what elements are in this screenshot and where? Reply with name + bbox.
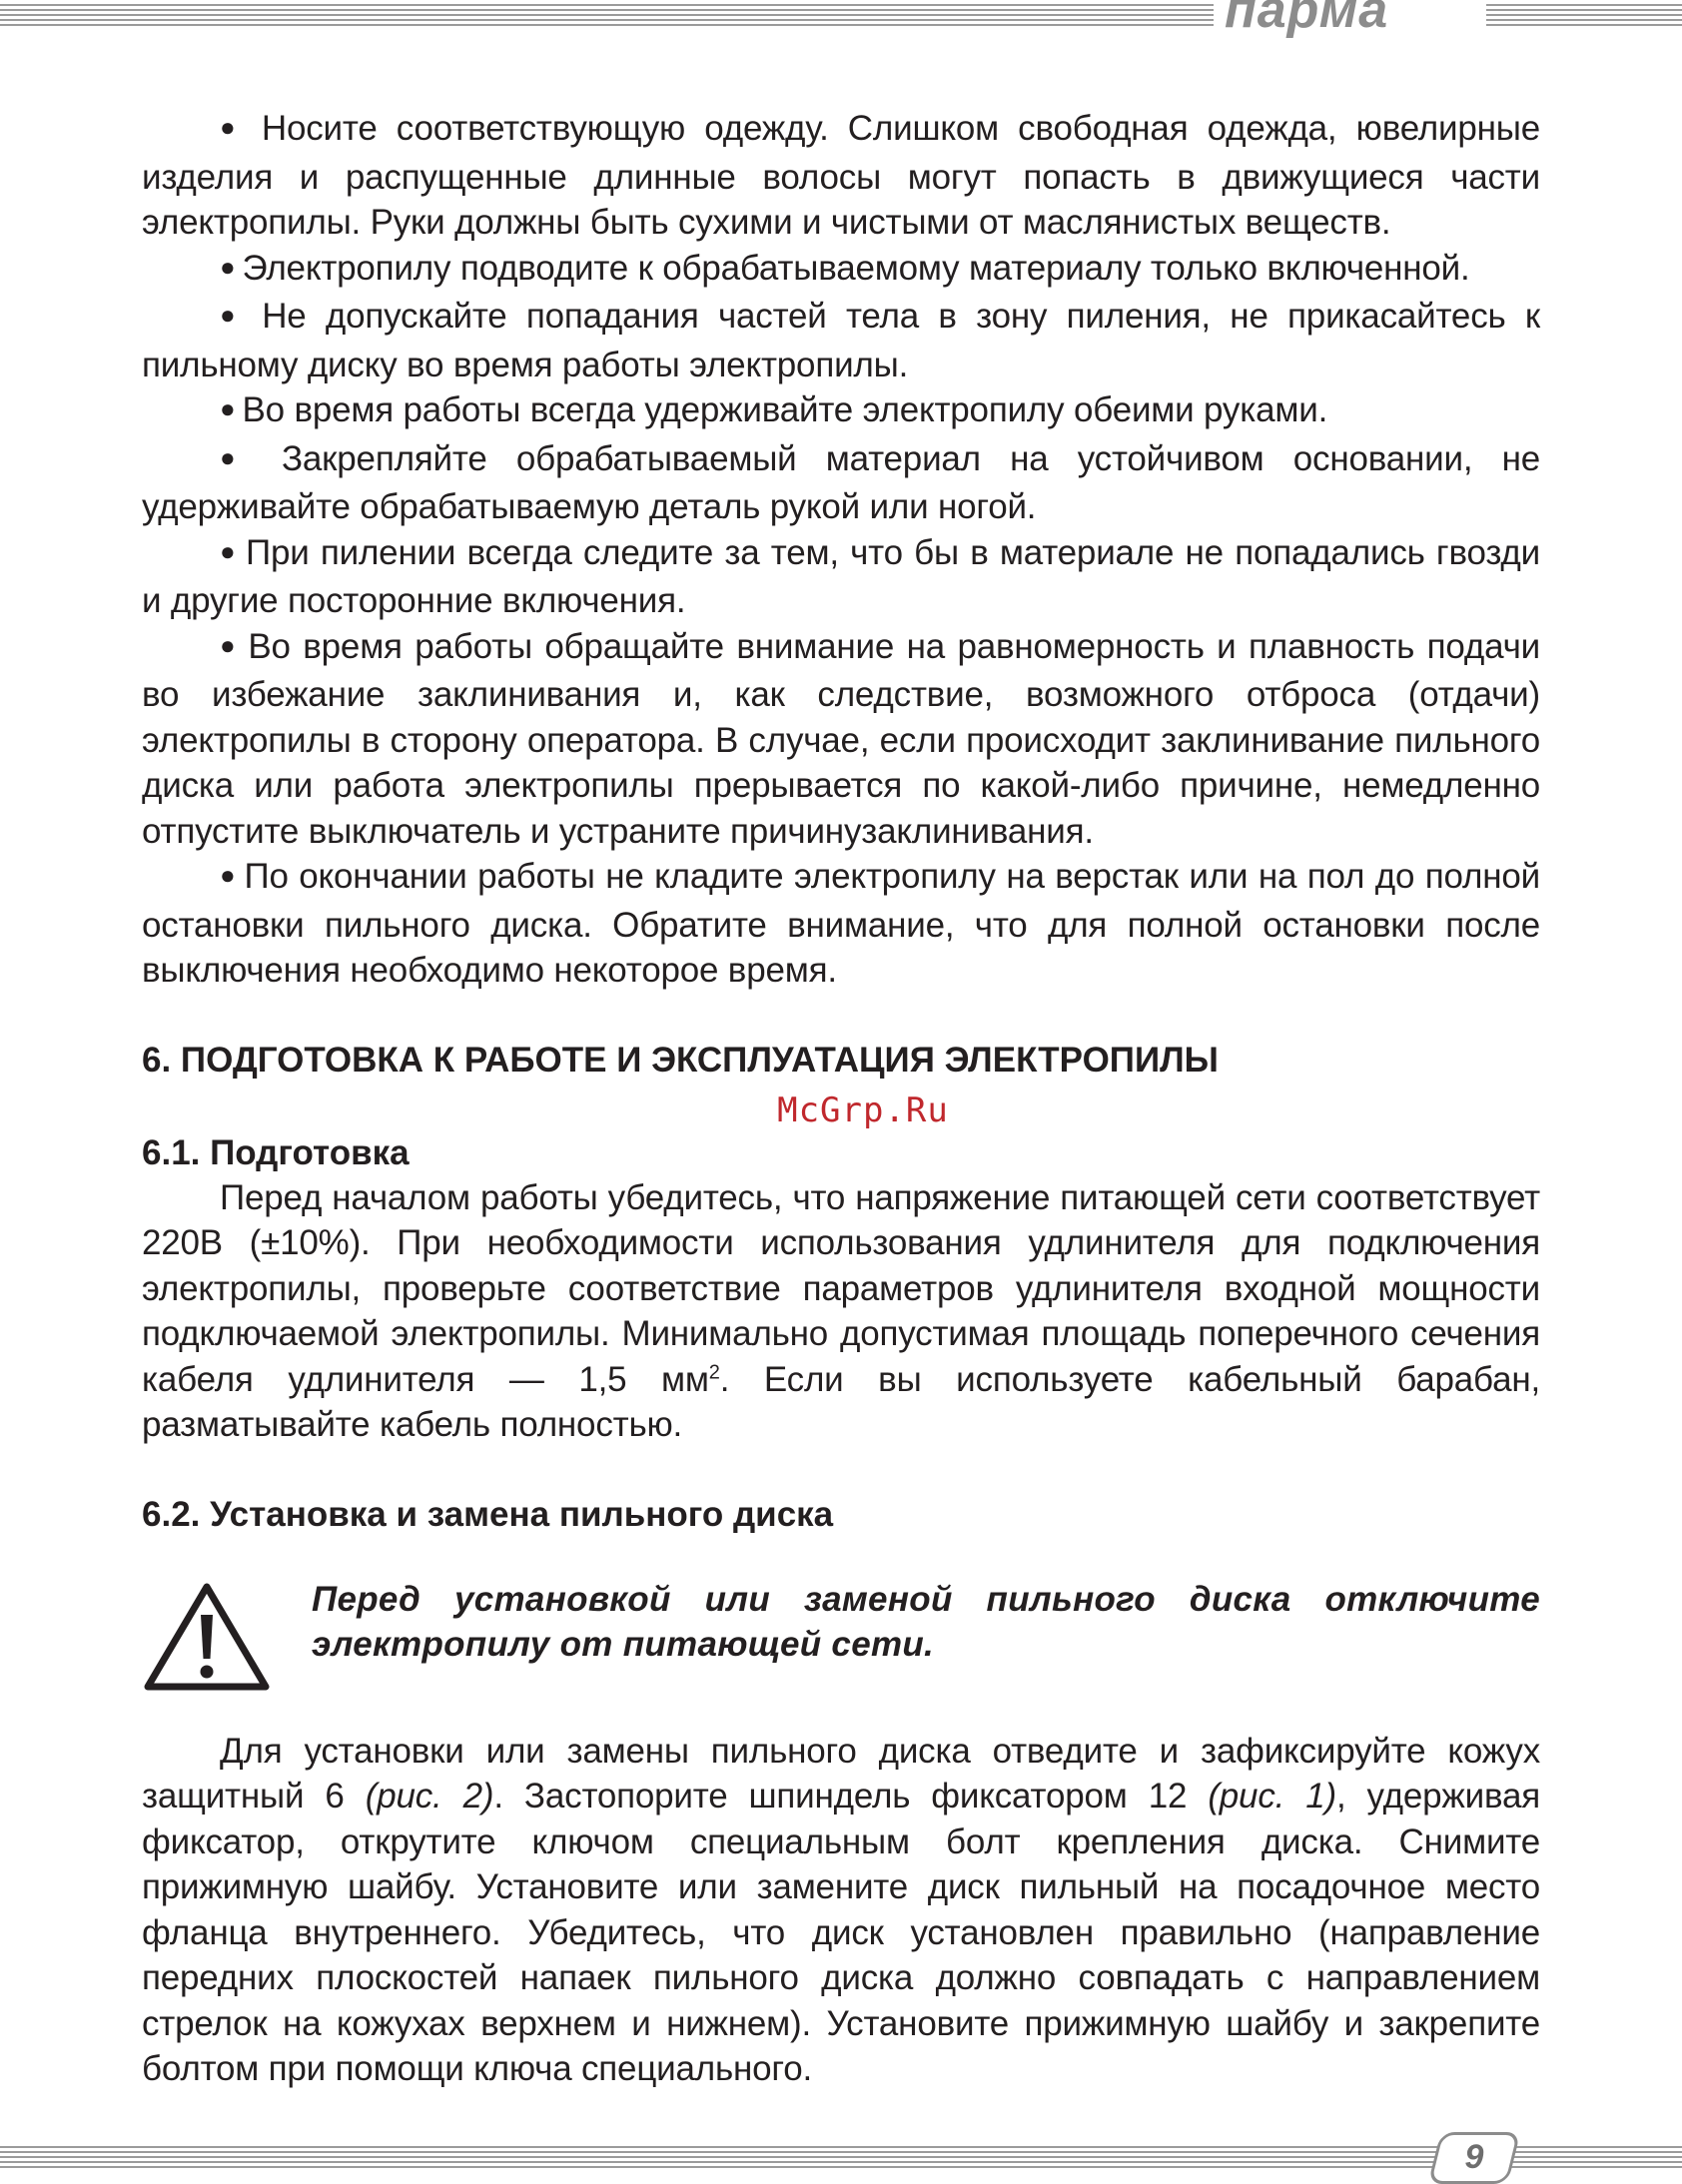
- footer-rule-right: [1504, 2146, 1682, 2168]
- section-6-2-text-part: , удерживая фиксатор, открутите ключом специальным болт крепления диска. Снимите прижимную шайбу. Установите или замените диск пильный на посадочное место фланца внутреннего. Убедитесь, что диск установлен правильно (направление передних плоскостей напаек пильного диска должно совпадать с направлением стрелок на кожухах верхнем и нижнем). Установите прижимную шайбу и закрепите болтом при помощи ключа специального.: [142, 1777, 1541, 2088]
- superscript-2: 2: [708, 1360, 720, 1383]
- header-rule-left: [0, 4, 1214, 28]
- warning-block: [142, 1577, 1540, 1681]
- warning-text: Перед установкой или заменой пильного диска отключите электропилу от питающей сети.: [312, 1579, 1540, 1664]
- safety-paragraph: ● Электропилу подводите к обрабатываемому материалу только включенной.: [142, 246, 1540, 295]
- page-footer: [0, 2132, 1682, 2184]
- footer-rule-left: [0, 2146, 1438, 2168]
- safety-paragraph: ● Во время работы всегда удерживайте электропилу обеими руками.: [142, 387, 1540, 436]
- warning-triangle-icon: [142, 1581, 272, 1695]
- page-content: [142, 106, 1540, 2092]
- section-6-2-text-part: . Застопорите шпиндель фиксатором 12: [493, 1777, 1209, 1816]
- section-6-heading: 6. ПОДГОТОВКА К РАБОТЕ И ЭКСПЛУАТАЦИЯ ЭЛЕКТРОПИЛЫ: [142, 1040, 1219, 1080]
- safety-paragraph: ● Закрепляйте обрабатываемый материал на устойчивом основании, не удерживайте обрабатываемую деталь рукой или ногой.: [142, 436, 1540, 530]
- figure-reference: (рис. 1): [1208, 1777, 1336, 1816]
- safety-paragraph: ● Во время работы обращайте внимание на равномерность и плавность подачи во избежание заклинивания и, как следствие, возможного отброса (отдачи) электропилы в сторону оператора. В случае, если происходит заклинивание пильного диска или работа электропилы прерывается по какой-либо причине, немедленно отпустите выключатель и устраните причинузаклинивания.: [142, 624, 1540, 855]
- section-6-1-text-part: Перед началом работы убедитесь, что напряжение питающей сети соответствует 220В (±10%). При необходимости использования удлинителя для подключения электропилы, проверьте соответствие параметров удлинителя входной мощности подключаемой электропилы. Минимально допустимая площадь поперечного сечения кабеля удлинителя — 1,5 мм: [142, 1177, 1540, 1399]
- section-6-2-text: [142, 1729, 1540, 2092]
- page-number: 9: [1464, 2138, 1484, 2176]
- safety-paragraph: ● По окончании работы не кладите электропилу на верстак или на пол до полной остановки пильного диска. Обратите внимание, что для полной остановки после выключения необходимо некоторое время.: [142, 854, 1540, 994]
- section-6-1-heading: 6.1. Подготовка: [142, 1132, 410, 1172]
- watermark-link[interactable]: McGrp.Ru: [777, 1090, 949, 1130]
- safety-paragraph: ● Не допускайте попадания частей тела в зону пиления, не прикасайтесь к пильному диску во время работы электропилы.: [142, 294, 1540, 387]
- safety-paragraph: ● При пилении всегда следите за тем, что бы в материале не попадались гвозди и другие посторонние включения.: [142, 530, 1540, 624]
- section-6-1-text: [142, 1175, 1540, 1448]
- figure-reference: (рис. 2): [365, 1777, 494, 1816]
- page-header: [0, 0, 1682, 40]
- section-6-1-text-part: . Если вы используете кабельный барабан, разматывайте кабель полностью.: [142, 1359, 1540, 1444]
- brand-logo: парма: [1225, 0, 1389, 39]
- safety-paragraph: ● Носите соответствующую одежду. Слишком свободная одежда, ювелирные изделия и распущенные длинные волосы могут попасть в движущиеся части электропилы. Руки должны быть сухими и чистыми от маслянистых веществ.: [142, 106, 1540, 246]
- section-6-2-heading: 6.2. Установка и замена пильного диска: [142, 1494, 834, 1534]
- section-6-2-text-part: Для установки или замены пильного диска отведите и зафиксируйте кожух защитный 6: [142, 1731, 1540, 1816]
- header-rule-right: [1486, 4, 1682, 28]
